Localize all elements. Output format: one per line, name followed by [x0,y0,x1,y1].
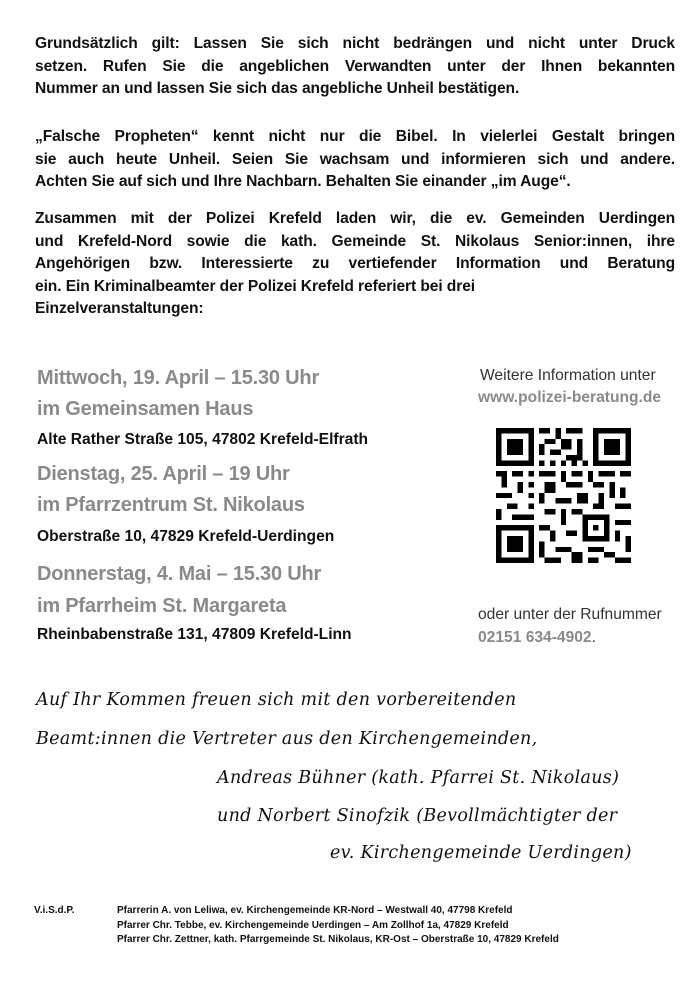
imprint-label: V.i.S.d.P. [34,905,75,916]
phone-label [478,604,662,626]
event-place: im Gemeinsamen Haus [37,398,254,420]
website-link[interactable] [478,387,661,409]
text-line: Angehörigen bzw. Interessierte zu vertiefender Information und Beratung [35,255,675,273]
closing-line: Auf Ihr Kommen freuen sich mit den vorbereitenden [36,690,517,710]
event-address: Rheinbabenstraße 131, 47809 Krefeld-Linn [37,626,352,643]
qr-code-icon [496,428,631,563]
event-place: im Pfarrzentrum St. Nikolaus [37,494,305,516]
text-line: sie auch heute Unheil. Seien Sie wachsam und informieren sich und andere. [35,150,675,168]
text-line: Zusammen mit der Polizei Krefeld laden wir, die ev. Gemeinden Uerdingen [35,210,675,227]
text-line: Nummer an und lassen Sie sich das angebliche Unheil bestätigen. [35,80,520,98]
info-label [480,365,656,387]
closing-line: Beamt:innen die Vertreter aus den Kirchengemeinden, [36,729,538,749]
phone-number[interactable] [478,627,596,649]
event-date: Dienstag, 25. April – 19 Uhr [37,463,290,485]
phone-number-text[interactable]: 02151 634-4902 [478,629,592,646]
paragraph-advice [35,33,675,101]
imprint-line: Pfarrer Chr. Tebbe, ev. Kirchengemeinde Uerdingen – Am Zollhof 1a, 47829 Krefeld [117,919,509,931]
phone-label-text: oder unter der Rufnummer [478,606,662,623]
paragraph-false-prophets [35,126,675,194]
closing-line: Andreas Bühner (kath. Pfarrei St. Nikolaus) [217,768,620,788]
text-line: Einzelveranstaltungen: [35,300,204,318]
imprint-line: Pfarrerin A. von Leliwa, ev. Kirchengemeinde KR-Nord – Westwall 40, 47798 Krefeld [117,905,513,916]
closing-line: ev. Kirchengemeinde Uerdingen) [330,843,632,863]
event-address: Oberstraße 10, 47829 Krefeld-Uerdingen [37,528,335,545]
imprint [117,904,559,948]
text-line: Grundsätzlich gilt: Lassen Sie sich nicht bedrängen und nicht unter Druck [35,35,675,52]
text-line: „Falsche Propheten“ kennt nicht nur die Bibel. In vielerlei Gestalt bringen [35,128,675,145]
text-line: Achten Sie auf sich und Ihre Nachbarn. Behalten Sie einander „im Auge“. [35,173,571,191]
text-line: setzen. Rufen Sie die angeblichen Verwandten unter der Ihnen bekannten [35,57,675,75]
text-line: ein. Ein Kriminalbeamter der Polizei Krefeld referiert bei drei [35,277,475,295]
paragraph-invitation [35,208,675,321]
event-date: Mittwoch, 19. April – 15.30 Uhr [37,367,320,389]
phone-suffix: . [591,629,596,646]
text-line: und Krefeld-Nord sowie die kath. Gemeinde St. Nikolaus Senior:innen, ihre [35,232,675,250]
closing-line: und Norbert Sinofzik (Bevollmächtigter der [217,806,618,826]
info-label-text: Weitere Information unter [480,367,656,384]
event-address: Alte Rather Straße 105, 47802 Krefeld-Elfrath [37,431,369,448]
imprint-line: Pfarrer Chr. Zettner, kath. Pfarrgemeinde St. Nikolaus, KR-Ost – Oberstraße 10, 47829 Krefeld [117,934,559,946]
event-date: Donnerstag, 4. Mai – 15.30 Uhr [37,563,322,585]
website-text[interactable]: www.polizei-beratung.de [478,389,662,406]
event-place: im Pfarrheim St. Margareta [37,595,287,617]
